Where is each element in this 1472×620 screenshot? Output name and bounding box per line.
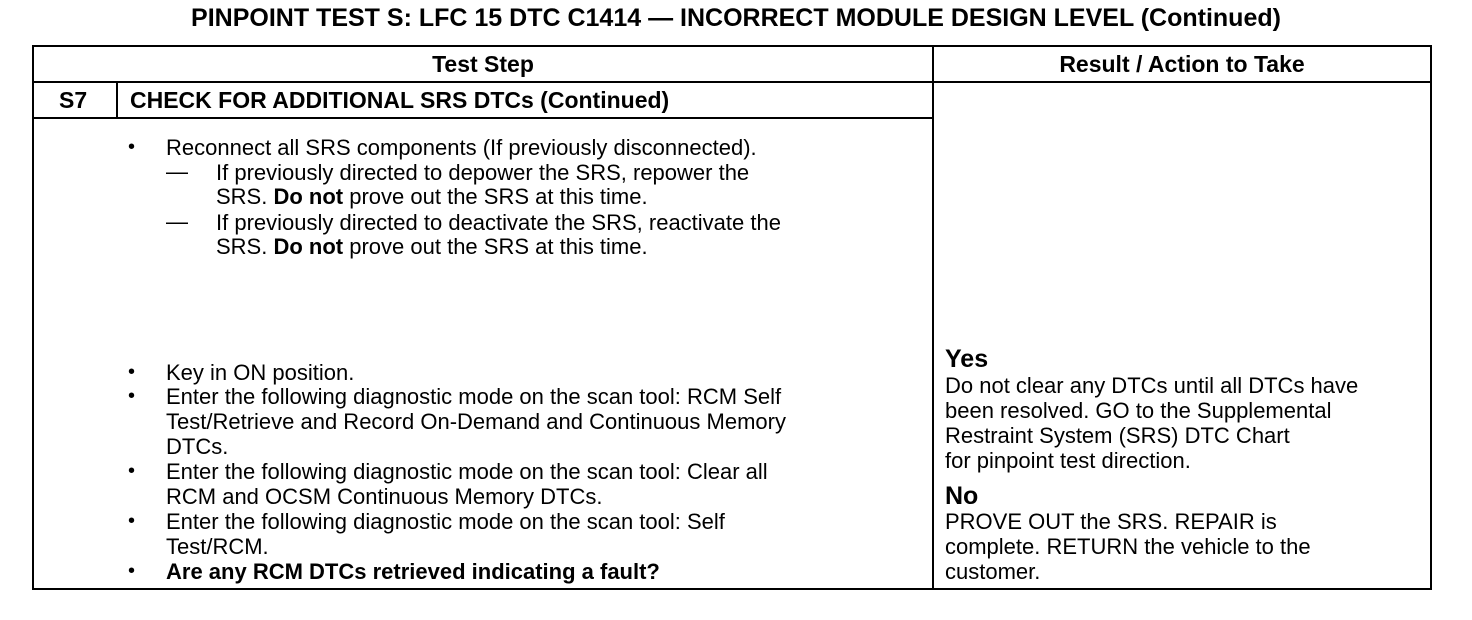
instruction-self-test-line1: Enter the following diagnostic mode on the scan tool: RCM Self: [166, 384, 782, 409]
result-yes-line4: for pinpoint test direction.: [945, 448, 1191, 473]
result-no-line2: complete. RETURN the vehicle to the: [945, 534, 1311, 559]
result-no-line1: PROVE OUT the SRS. REPAIR is: [945, 509, 1277, 534]
instruction-self-test-line3: DTCs.: [166, 434, 229, 459]
result-yes-line1: Do not clear any DTCs until all DTCs have: [945, 373, 1359, 398]
substep-reactivate-line2: SRS. Do not prove out the SRS at this time.: [216, 234, 648, 259]
instruction-clear-line1: Enter the following diagnostic mode on the scan tool: Clear all: [166, 459, 768, 484]
step-title-divider: [32, 117, 933, 119]
result-no-line3: customer.: [945, 559, 1041, 584]
bullet-icon: •: [128, 560, 136, 582]
dash-icon: —: [166, 209, 188, 234]
result-yes-line2: been resolved. GO to the Supplemental: [945, 398, 1332, 423]
substep-repower-line2: SRS. Do not prove out the SRS at this time.: [216, 184, 648, 209]
instruction-key-on: Key in ON position.: [166, 360, 355, 385]
bullet-icon: •: [128, 361, 136, 383]
instruction-reconnect: Reconnect all SRS components (If previously disconnected).: [166, 135, 757, 160]
result-yes-line3: Restraint System (SRS) DTC Chart: [945, 423, 1290, 448]
substep-reactivate-line1: If previously directed to deactivate the SRS, reactivate the: [216, 210, 781, 235]
result-yes-label: Yes: [945, 345, 989, 373]
instruction-rcm-line2: Test/RCM.: [166, 534, 269, 559]
column-divider: [932, 45, 934, 590]
bullet-icon: •: [128, 385, 136, 407]
result-no-label: No: [945, 482, 979, 510]
step-id: S7: [59, 87, 88, 113]
step-title: CHECK FOR ADDITIONAL SRS DTCs (Continued): [130, 87, 670, 113]
instruction-clear-line2: RCM and OCSM Continuous Memory DTCs.: [166, 484, 603, 509]
question-rcm-dtcs: Are any RCM DTCs retrieved indicating a fault?: [166, 559, 660, 584]
bullet-icon: •: [128, 136, 136, 158]
header-result-action: Result / Action to Take: [1059, 51, 1305, 77]
bullet-icon: •: [128, 510, 136, 532]
instruction-self-test-line2: Test/Retrieve and Record On-Demand and Continuous Memory: [166, 409, 786, 434]
header-divider: [32, 81, 1432, 83]
page-title: PINPOINT TEST S: LFC 15 DTC C1414 — INCORRECT MODULE DESIGN LEVEL (Continued): [191, 4, 1281, 32]
dash-icon: —: [166, 159, 188, 184]
header-test-step: Test Step: [432, 51, 534, 77]
step-id-divider: [116, 81, 118, 118]
instruction-rcm-line1: Enter the following diagnostic mode on the scan tool: Self: [166, 509, 725, 534]
substep-repower-line1: If previously directed to depower the SRS, repower the: [216, 160, 750, 185]
bullet-icon: •: [128, 460, 136, 482]
